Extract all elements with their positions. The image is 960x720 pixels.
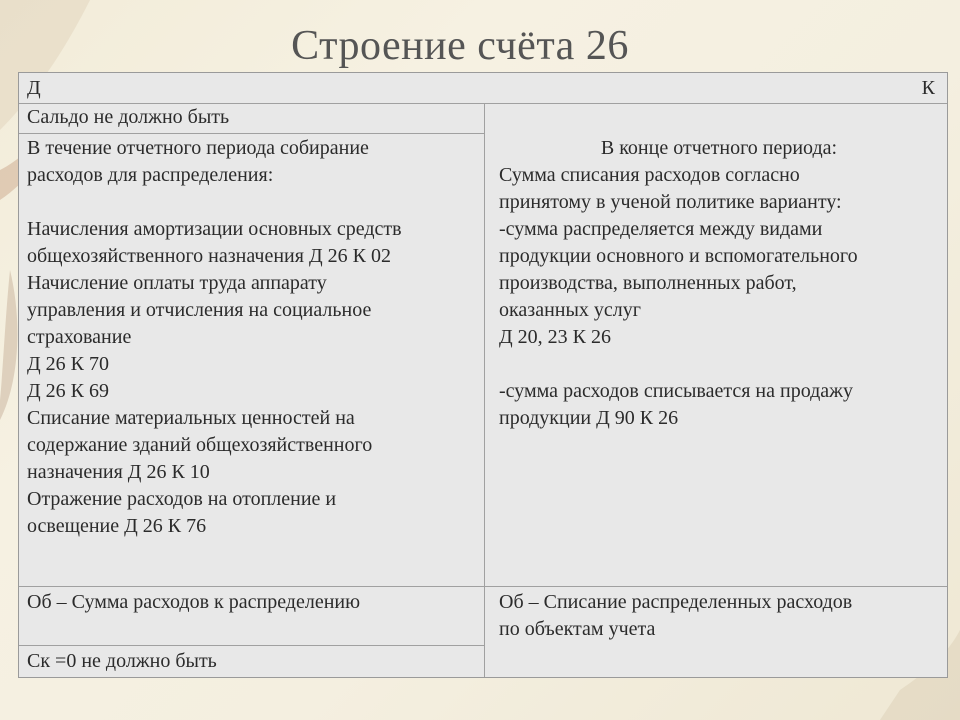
debit-line: назначения Д 26 К 10 — [27, 461, 210, 483]
debit-line: Начисление оплаты труда аппарату — [27, 272, 327, 294]
account-t-table — [18, 72, 948, 678]
credit-line: продукции основного и вспомогательного — [499, 245, 858, 267]
debit-line: Отражение расходов на отопление и — [27, 488, 337, 510]
opening-balance: Сальдо не должно быть — [27, 106, 230, 128]
credit-line: -сумма распределяется между видами — [499, 218, 823, 240]
debit-line: общехозяйственного назначения Д 26 К 02 — [27, 245, 391, 267]
credit-line: продукции Д 90 К 26 — [499, 407, 679, 429]
turnover-credit-line: Об – Списание распределенных расходов — [499, 591, 853, 613]
turnover-credit-line: по объектам учета — [499, 618, 656, 640]
closing-divider — [19, 645, 484, 646]
debit-line: Д 26 К 69 — [27, 380, 109, 402]
credit-line: Д 20, 23 К 26 — [499, 326, 611, 348]
debit-line: Д 26 К 70 — [27, 353, 109, 375]
debit-line: страхование — [27, 326, 132, 348]
debit-gap — [27, 189, 485, 216]
closing-balance: Ск =0 не должно быть — [27, 650, 217, 672]
debit-entries — [27, 135, 485, 540]
credit-line: -сумма расходов списывается на продажу — [499, 380, 854, 402]
credit-gap — [499, 351, 939, 378]
debit-line: Списание материальных ценностей на — [27, 407, 355, 429]
debit-line: управления и отчисления на социальное — [27, 299, 372, 321]
saldo-divider — [19, 133, 484, 134]
credit-line: оказанных услуг — [499, 299, 641, 321]
credit-line: Сумма списания расходов согласно — [499, 164, 800, 186]
credit-label: К — [921, 77, 935, 99]
credit-heading: В конце отчетного периода: — [600, 137, 838, 159]
table-header-row — [19, 73, 947, 103]
page-title: Строение счёта 26 — [291, 23, 629, 69]
debit-line: В течение отчетного периода собирание — [27, 137, 369, 159]
credit-line: производства, выполненных работ, — [499, 272, 797, 294]
turnover-divider — [19, 586, 947, 587]
credit-entries — [499, 135, 939, 432]
turnover-credit — [499, 589, 939, 643]
turnover-debit: Об – Сумма расходов к распределению — [27, 591, 361, 613]
debit-line: Начисления амортизации основных средств — [27, 218, 402, 240]
debit-label: Д — [27, 77, 41, 99]
debit-line: расходов для распределения: — [27, 164, 274, 186]
debit-line: содержание зданий общехозяйственного — [27, 434, 373, 456]
debit-line: освещение Д 26 К 76 — [27, 515, 207, 537]
credit-line: принятому в ученой политике варианту: — [499, 191, 842, 213]
